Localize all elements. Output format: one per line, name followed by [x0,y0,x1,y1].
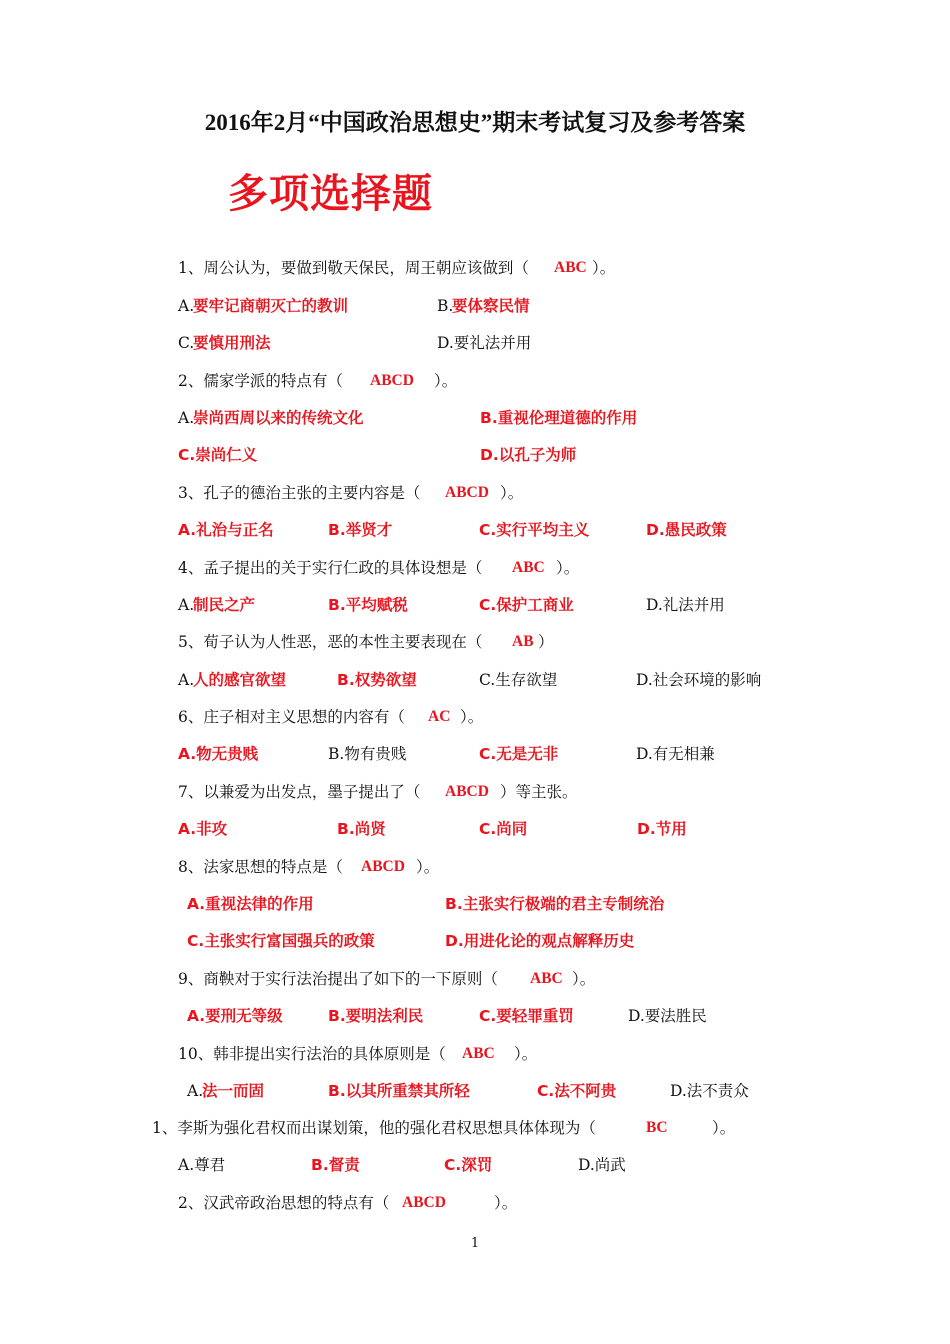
option: D.要法胜民 [628,1007,707,1025]
option-correct: A.重视法律的作用 [187,895,314,913]
option-correct: B.权势欲望 [337,671,417,689]
answer-key: BC [646,1119,668,1136]
option: C.生存欲望 [479,671,558,689]
option-correct: D.节用 [637,820,687,838]
question-tail: ）。 [500,484,524,502]
answer-key: ABC [530,970,563,987]
question-text: 8、法家思想的特点是（ [178,858,343,876]
answer-key: ABCD [402,1194,446,1211]
option-letter: A. [178,671,195,689]
question-text: 3、孔子的德治主张的主要内容是（ [178,484,421,502]
option-correct: A.要刑无等级 [187,1007,283,1025]
answer-key: ABC [512,559,545,576]
question-tail: ）。 [556,559,580,577]
answer-key: AB [512,633,534,650]
answer-key: ABCD [445,484,489,501]
option-correct: B.要明法利民 [328,1007,424,1025]
question-text: 6、庄子相对主义思想的内容有（ [178,708,405,726]
option-correct: C.深罚 [444,1156,493,1174]
question-tail: ）。 [514,1045,538,1063]
option-correct: B.举贤才 [328,521,393,539]
option-correct: A.非攻 [178,820,228,838]
question-tail: ） [538,633,554,651]
answer-key: ABCD [445,783,489,800]
question-tail: ）。 [494,1194,518,1212]
question-text: 1、李斯为强化君权而出谋划策，他的强化君权思想具体体现为（ [152,1119,596,1137]
option-correct: C.实行平均主义 [479,521,590,539]
option-letter: A. [178,596,195,614]
question-text: 7、以兼爱为出发点，墨子提出了（ [178,783,421,801]
option-correct: C.无是无非 [479,745,559,763]
option-correct: C.尚同 [479,820,528,838]
question-text: 5、荀子认为人性恶，恶的本性主要表现在（ [178,633,483,651]
option-correct: 人的感官欲望 [193,671,287,689]
option-correct: 要牢记商朝灭亡的教训 [193,297,349,315]
answer-key: AC [428,708,451,725]
option-correct: 法一而固 [202,1082,265,1100]
question-text: 10、韩非提出实行法治的具体原则是（ [178,1045,446,1063]
option-correct: 制民之产 [193,596,256,614]
option-correct: 要慎用刑法 [193,334,271,352]
question-text: 1、周公认为，要做到敬天保民，周王朝应该做到（ [178,259,529,277]
option: D.有无相兼 [636,745,715,763]
option-correct: C.崇尚仁义 [178,446,258,464]
option-correct: B.平均赋税 [328,596,408,614]
section-heading: 多项选择题 [228,171,433,217]
question-tail: ）。 [434,372,458,390]
question-tail: ）。 [572,970,596,988]
option-correct: 要体察民情 [452,297,530,315]
answer-key: ABCD [361,858,405,875]
option-correct: C.法不阿贵 [537,1082,617,1100]
option-correct: D.愚民政策 [646,521,727,539]
question-text: 4、孟子提出的关于实行仁政的具体设想是（ [178,559,483,577]
question-text: 2、汉武帝政治思想的特点有（ [178,1194,390,1212]
option-letter: C. [178,334,195,352]
option: D.社会环境的影响 [636,671,762,689]
option-correct: C.保护工商业 [479,596,574,614]
option-correct: B.主张实行极端的君主专制统治 [445,895,665,913]
option: A.尊君 [178,1156,226,1174]
option-correct: C.主张实行富国强兵的政策 [187,932,375,950]
option-correct: 崇尚西周以来的传统文化 [193,409,364,427]
option-letter: A. [178,409,195,427]
answer-key: ABC [554,259,587,276]
question-text: 2、儒家学派的特点有（ [178,372,343,390]
question-tail: ）。 [416,858,440,876]
option: D.要礼法并用 [437,334,532,352]
option: D.礼法并用 [646,596,725,614]
option-correct: A.礼治与正名 [178,521,274,539]
option-correct: B.以其所重禁其所轻 [328,1082,470,1100]
question-tail: ）。 [712,1119,736,1137]
question-text: 9、商鞅对于实行法治提出了如下的一下原则（ [178,970,498,988]
answer-key: ABCD [370,372,414,389]
document-title: 2016年2月“中国政治思想史”期末考试复习及参考答案 [204,110,746,135]
option-correct: D.用进化论的观点解释历史 [445,932,635,950]
question-tail: ）。 [460,708,484,726]
option-correct: B.督责 [311,1156,360,1174]
answer-key: ABC [462,1045,495,1062]
option: B.物有贵贱 [328,745,407,763]
option-correct: B.重视伦理道德的作用 [480,409,638,427]
option: D.尚武 [578,1156,626,1174]
question-tail: ）等主张。 [500,783,578,801]
option-correct: C.要轻罪重罚 [479,1007,574,1025]
option-letter: A. [178,297,195,315]
option-correct: A.物无贵贱 [178,745,259,763]
option-correct: D.以孔子为师 [480,446,577,464]
option-letter: A. [187,1082,204,1100]
option-correct: B.尚贤 [337,820,386,838]
option-letter: B. [437,297,454,315]
option: D.法不责众 [670,1082,749,1100]
page-number: 1 [470,1236,480,1251]
question-tail: ）。 [592,259,616,277]
